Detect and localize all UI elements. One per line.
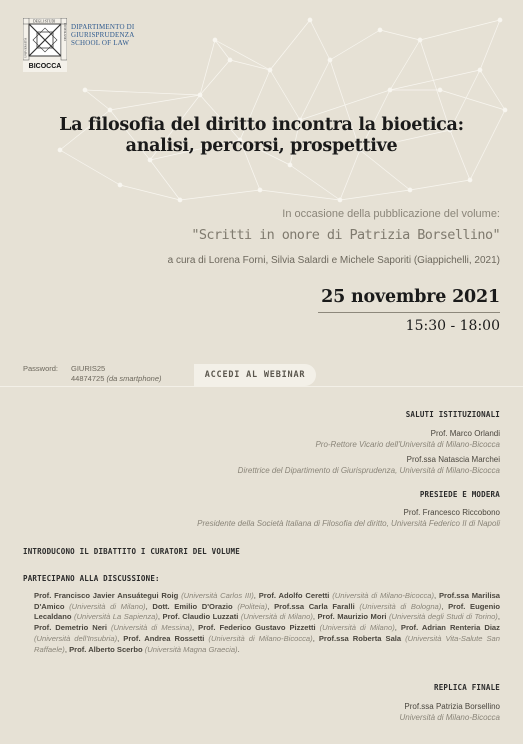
svg-text:DEGLI STUDI: DEGLI STUDI [33, 19, 56, 24]
webinar-access-button[interactable]: ACCEDI AL WEBINAR [194, 364, 316, 386]
participant-affiliation: (Università di Milano) [64, 601, 146, 611]
occasion-text: In occasione della pubblicazione del volume: [282, 208, 500, 220]
password-label: Password: [23, 364, 59, 373]
participant-name: Prof. Alberto Scerbo [69, 644, 143, 654]
network-line [270, 20, 310, 70]
network-line [85, 90, 110, 110]
participant-name: Prof. Eugenio Lecaldano [34, 601, 500, 622]
network-line [480, 20, 500, 70]
network-node [338, 198, 342, 202]
network-node [108, 108, 112, 112]
phone-note: (da smartphone) [106, 374, 162, 383]
network-line [120, 185, 180, 200]
webinar-underline [0, 386, 523, 387]
network-node [213, 38, 217, 42]
editors-text: a cura di Lorena Forni, Silvia Salardi e Michele Saporiti (Giappichelli, 2021) [167, 255, 500, 266]
network-node [478, 68, 482, 72]
svg-text:BICOCCA: BICOCCA [28, 63, 62, 70]
event-time: 15:30 - 18:00 [405, 318, 500, 334]
network-line [380, 30, 420, 40]
participant-name: Prof. Andrea Rossetti [123, 633, 205, 643]
network-line [440, 90, 505, 110]
participant-name: Dott. Emilio D'Orazio [152, 601, 233, 611]
network-line [340, 150, 360, 200]
network-node [438, 88, 442, 92]
network-node [378, 28, 382, 32]
network-line [110, 95, 200, 110]
network-node [388, 88, 392, 92]
department-name: DIPARTIMENTO DI GIURISPRUDENZA SCHOOL OF LAW [71, 23, 135, 47]
network-node [178, 198, 182, 202]
network-node [503, 108, 507, 112]
participant-affiliation: (Università di Milano) [315, 623, 395, 633]
closing-speaker-role: Università di Milano-Bicocca [399, 713, 500, 722]
replica-heading: REPLICA FINALE [433, 683, 500, 692]
svg-text:DI MILANO: DI MILANO [63, 23, 67, 41]
participant-affiliation: (Università di Milano-Bicocca) [329, 591, 435, 600]
event-title: La filosofia del diritto incontra la bioetica: analisi, percorsi, prospettive [59, 115, 464, 156]
speaker-role: Pro-Rettore Vicario dell'Università di Milano-Bicocca [315, 440, 500, 449]
participant-affiliation: (Università di Messina) [107, 623, 193, 633]
network-line [330, 30, 380, 60]
network-line [215, 40, 230, 60]
network-line [310, 20, 330, 60]
presiede-heading: PRESIEDE E MODERA [419, 490, 500, 499]
network-line [300, 60, 330, 120]
participant-affiliation: (Politeia) [232, 601, 268, 611]
password-value: GIURIS25 [71, 364, 106, 373]
participant-name: Prof. Francisco Javier Ansuátegui Roig [34, 591, 179, 600]
network-line [390, 70, 480, 90]
participant-affiliation: (Università di Milano-Bicocca) [204, 633, 313, 643]
participant-name: Prof.ssa Marilisa D'Amico [34, 591, 501, 611]
network-line [480, 70, 505, 110]
participant-name: Prof. Demetrio Neri [34, 623, 107, 633]
network-line [85, 90, 200, 95]
network-line [410, 180, 470, 190]
participant-affiliation: (Università Carlos III) [178, 591, 254, 600]
moderator-role: Presidente della Società Italiana di Filosofia del diritto, Università Federico II di Napoli [197, 519, 500, 528]
network-line [215, 40, 270, 70]
date-divider [318, 312, 500, 313]
participant-name: Prof. Claudio Luzzati [162, 612, 239, 622]
network-line [270, 70, 300, 120]
network-node [118, 183, 122, 187]
participant-affiliation: (Università degli Studi di Torino) [386, 612, 498, 622]
password-values [71, 364, 162, 384]
network-node [288, 163, 292, 167]
network-node [258, 188, 262, 192]
introducono-heading: INTRODUCONO IL DIBATTITO I CURATORI DEL VOLUME [23, 547, 240, 556]
network-node [83, 88, 87, 92]
event-date: 25 novembre 2021 [321, 287, 500, 307]
network-node [198, 93, 202, 97]
participant-name: Prof. Adolfo Ceretti [258, 591, 330, 600]
phone-code: 44874725 [71, 374, 105, 383]
network-node [468, 178, 472, 182]
network-line [230, 60, 270, 70]
network-line [340, 190, 410, 200]
participant-name: Prof.ssa Roberta Sala [318, 633, 402, 643]
moderator-name: Prof. Francesco Riccobono [403, 508, 500, 517]
participant-affiliation: (Università di Bologna) [354, 601, 442, 611]
participant-name: Prof.ssa Carla Faralli [274, 601, 355, 611]
participants-list: Prof. Francisco Javier Ansuátegui Roig (Università Carlos III), Prof. Adolfo Ceretti (Università di Milano-Bicocca), Prof.ssa Marilisa D'Amico (Università di Milano), Dott. Emilio D'Orazio (Politeia), Prof.ssa Carla Faralli (Università di Bologna), Prof. Eugenio Lecaldano (Università La Sapienza), Prof. Claudio Luzzati (Università di Milano), Prof. Maurizio Mori (Università degli Studi di Torino), Prof. Demetrio Neri (Università di Messina), Prof. Federico Gustavo Pizzetti (Università di Milano), Prof. Adrian Renteria Diaz (Università dell'Insubria), Prof. Andrea Rossetti (Università di Milano-Bicocca), Prof.ssa Roberta Sala (Università Vita-Salute San Raffaele), Prof. Alberto Scerbo (Università Magna Graecia). [34, 591, 501, 654]
network-node [408, 188, 412, 192]
participant-affiliation: (Università di Milano) [238, 612, 313, 622]
participant-name: Prof. Maurizio Mori [317, 612, 387, 622]
network-node [498, 18, 502, 22]
network-node [328, 58, 332, 62]
speaker-role: Direttrice del Dipartimento di Giurisprudenza, Università di Milano-Bicocca [237, 466, 500, 475]
participant-name: Prof. Federico Gustavo Pizzetti [198, 623, 316, 633]
speaker-name: Prof. Marco Orlandi [430, 429, 500, 438]
participant-affiliation: (Università Magna Graecia) [142, 644, 238, 654]
participant-name: Prof. Adrian Renteria Diaz [400, 623, 500, 633]
participant-affiliation: (Università dell'Insubria) [34, 633, 118, 643]
network-node [228, 58, 232, 62]
network-line [150, 160, 180, 200]
participant-affiliation: (Università La Sapienza) [71, 612, 158, 622]
network-line [180, 190, 260, 200]
closing-speaker-name: Prof.ssa Patrizia Borsellino [404, 702, 500, 711]
network-node [418, 38, 422, 42]
university-logo [23, 18, 67, 72]
participant-affiliation: (Università Vita-Salute San Raffaele) [34, 633, 500, 654]
book-title: "Scritti in onore di Patrizia Borsellino" [191, 227, 500, 243]
network-node [148, 158, 152, 162]
speaker-name: Prof.ssa Natascia Marchei [406, 455, 500, 464]
saluti-heading: SALUTI ISTITUZIONALI [405, 410, 500, 419]
network-node [308, 18, 312, 22]
network-line [390, 40, 420, 90]
partecipano-heading: PARTECIPANO ALLA DISCUSSIONE: [23, 574, 160, 583]
network-line [420, 20, 500, 40]
network-node [268, 68, 272, 72]
svg-text:UNIVERSITÀ: UNIVERSITÀ [23, 37, 28, 58]
